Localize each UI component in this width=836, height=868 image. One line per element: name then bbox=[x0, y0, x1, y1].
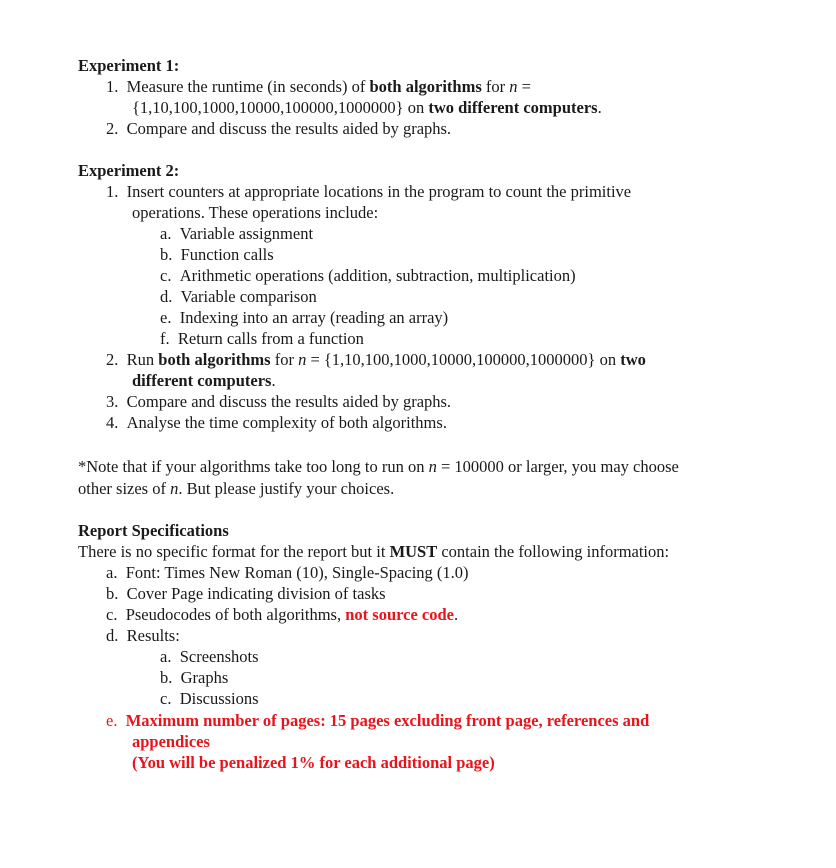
note-line-2: other sizes of n. But please justify your choices. bbox=[78, 479, 395, 498]
exp2-item-1: 1. Insert counters at appropriate locations in the program to count the primitive bbox=[106, 182, 632, 201]
report-item-e-penalty: (You will be penalized 1% for each additional page) bbox=[132, 753, 495, 772]
exp2-sub-c: c. Arithmetic operations (addition, subtraction, multiplication) bbox=[160, 266, 576, 285]
report-item-e-cont: appendices bbox=[132, 732, 210, 751]
results-sub-b: b. Graphs bbox=[160, 668, 229, 687]
report-spec-heading: Report Specifications bbox=[78, 521, 229, 540]
exp1-item-2: 2. Compare and discuss the results aided by graphs. bbox=[106, 119, 452, 138]
exp2-item-2-cont: different computers. bbox=[132, 371, 276, 390]
exp2-sub-e: e. Indexing into an array (reading an array) bbox=[160, 308, 449, 327]
exp2-sub-f: f. Return calls from a function bbox=[160, 329, 364, 348]
report-item-e: e. Maximum number of pages: 15 pages excluding front page, references and bbox=[106, 711, 650, 730]
exp1-item-1-cont: {1,10,100,1000,10000,100000,1000000} on two different computers. bbox=[132, 98, 602, 117]
exp2-item-3: 3. Compare and discuss the results aided by graphs. bbox=[106, 392, 452, 411]
report-item-c: c. Pseudocodes of both algorithms, not source code. bbox=[106, 605, 459, 624]
exp1-item-1: 1. Measure the runtime (in seconds) of both algorithms for n = bbox=[106, 77, 531, 96]
report-intro: There is no specific format for the report but it MUST contain the following information: bbox=[78, 542, 670, 561]
note-line-1: *Note that if your algorithms take too long to run on n = 100000 or larger, you may choose bbox=[78, 457, 679, 476]
exp2-item-1-cont: operations. These operations include: bbox=[132, 203, 379, 222]
exp2-item-4: 4. Analyse the time complexity of both algorithms. bbox=[106, 413, 447, 432]
experiment-2-heading: Experiment 2: bbox=[78, 161, 180, 180]
results-sub-a: a. Screenshots bbox=[160, 647, 259, 666]
exp2-sub-d: d. Variable comparison bbox=[160, 287, 317, 306]
exp2-sub-a: a. Variable assignment bbox=[160, 224, 314, 243]
results-sub-c: c. Discussions bbox=[160, 689, 259, 708]
report-item-a: a. Font: Times New Roman (10), Single-Spacing (1.0) bbox=[106, 563, 469, 582]
report-item-d: d. Results: bbox=[106, 626, 180, 645]
exp2-item-2: 2. Run both algorithms for n = {1,10,100,1000,10000,100000,1000000} on two bbox=[106, 350, 646, 369]
exp2-sub-b: b. Function calls bbox=[160, 245, 274, 264]
report-item-b: b. Cover Page indicating division of tasks bbox=[106, 584, 386, 603]
experiment-1-heading: Experiment 1: bbox=[78, 56, 180, 75]
